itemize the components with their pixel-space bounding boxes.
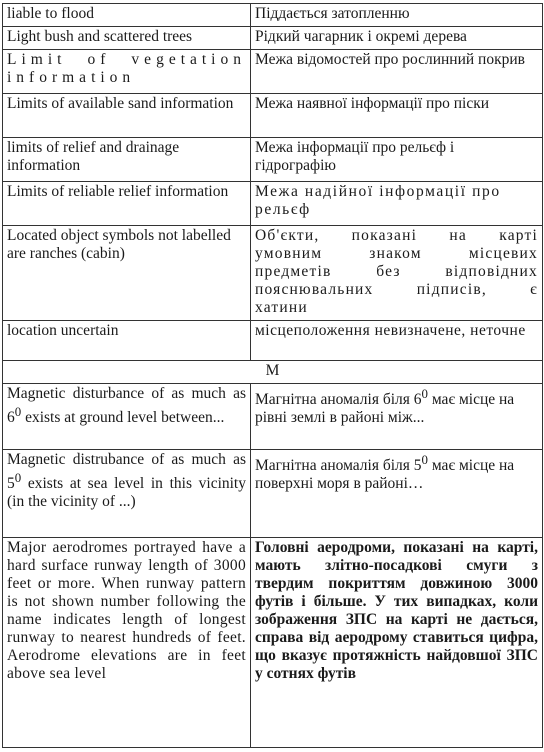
ukrainian-translation: Межа надійної інформації про рельєф <box>251 182 543 226</box>
translation-text: має місце на рівні землі в районі між... <box>255 391 515 427</box>
table-row <box>3 384 543 450</box>
table-row <box>3 27 543 50</box>
english-term: location uncertain <box>3 321 251 361</box>
english-term <box>3 450 251 538</box>
english-term: Limits of reliable relief information <box>3 182 251 226</box>
english-term: Limits of available sand information <box>3 94 251 138</box>
english-term: Limit of vegetation information <box>3 50 251 94</box>
translation-text: Магнітна аномалія біля 5 <box>255 457 422 475</box>
translation-text: має місце на поверхні моря в районі… <box>255 457 515 493</box>
ukrainian-translation: місцеположення невизначене, неточне <box>251 321 543 361</box>
table-row <box>3 226 543 321</box>
table-row <box>3 50 543 94</box>
table-row <box>3 538 543 748</box>
english-term: limits of relief and drainage information <box>3 138 251 182</box>
english-term <box>3 384 251 450</box>
english-term: liable to flood <box>3 4 251 27</box>
ukrainian-translation: Головні аеродроми, показані на карті, мають злітно-посадкові смуги з твердим покриттям довжиною 3000 футів і більше. У тих випадках, коли зображення ЗПС на карті не дається, справа від аеродрому ставиться цифра, що вказує протяжність найдовшої ЗПС у сотнях футів <box>251 538 543 748</box>
ukrainian-translation <box>251 450 543 538</box>
ukrainian-translation: Межа наявної інформації про піски <box>251 94 543 138</box>
section-letter: M <box>3 361 543 384</box>
degree-superscript: 0 <box>14 404 22 419</box>
term-text: Magnetic disturbance of as much as 6 <box>7 385 246 427</box>
english-term: Major aerodromes portrayed have a hard surface runway length of 3000 feet or more. When runway pattern is not shown number following the name indicates length of longest runway to nearest hundreds of feet. Aerodrome elevations are in feet above sea level <box>3 538 251 748</box>
ukrainian-translation: Рідкий чагарник і окремі дерева <box>251 27 543 50</box>
degree-superscript: 0 <box>14 470 22 485</box>
term-text: Magnetic distrubance of as much as 5 <box>7 451 246 493</box>
ukrainian-translation <box>251 384 543 450</box>
english-term: Located object symbols not labelled are ranches (cabin) <box>3 226 251 321</box>
degree-superscript: 0 <box>421 386 428 401</box>
table-row <box>3 321 543 361</box>
english-term: Light bush and scattered trees <box>3 27 251 50</box>
table-row <box>3 182 543 226</box>
term-text: exists at sea level in this vicinity (in the vicinity of ...) <box>7 475 246 511</box>
table-row <box>3 450 543 538</box>
degree-superscript: 0 <box>421 452 428 467</box>
ukrainian-translation: Об'єкти, показані на карті умовним знаком місцевих предметів без відповідних пояснювальних підписів, є хатини <box>251 226 543 321</box>
ukrainian-translation: Межа відомостей про рослинний покрив <box>251 50 543 94</box>
term-text: exists at ground level between... <box>21 409 225 427</box>
glossary-table <box>2 3 543 748</box>
table-row <box>3 94 543 138</box>
section-row <box>3 361 543 384</box>
table-row <box>3 138 543 182</box>
translation-text: Магнітна аномалія біля 6 <box>255 391 422 409</box>
table-row <box>3 4 543 27</box>
ukrainian-translation: Межа інформації про рельєф і гідрографію <box>251 138 543 182</box>
ukrainian-translation: Піддається затопленню <box>251 4 543 27</box>
